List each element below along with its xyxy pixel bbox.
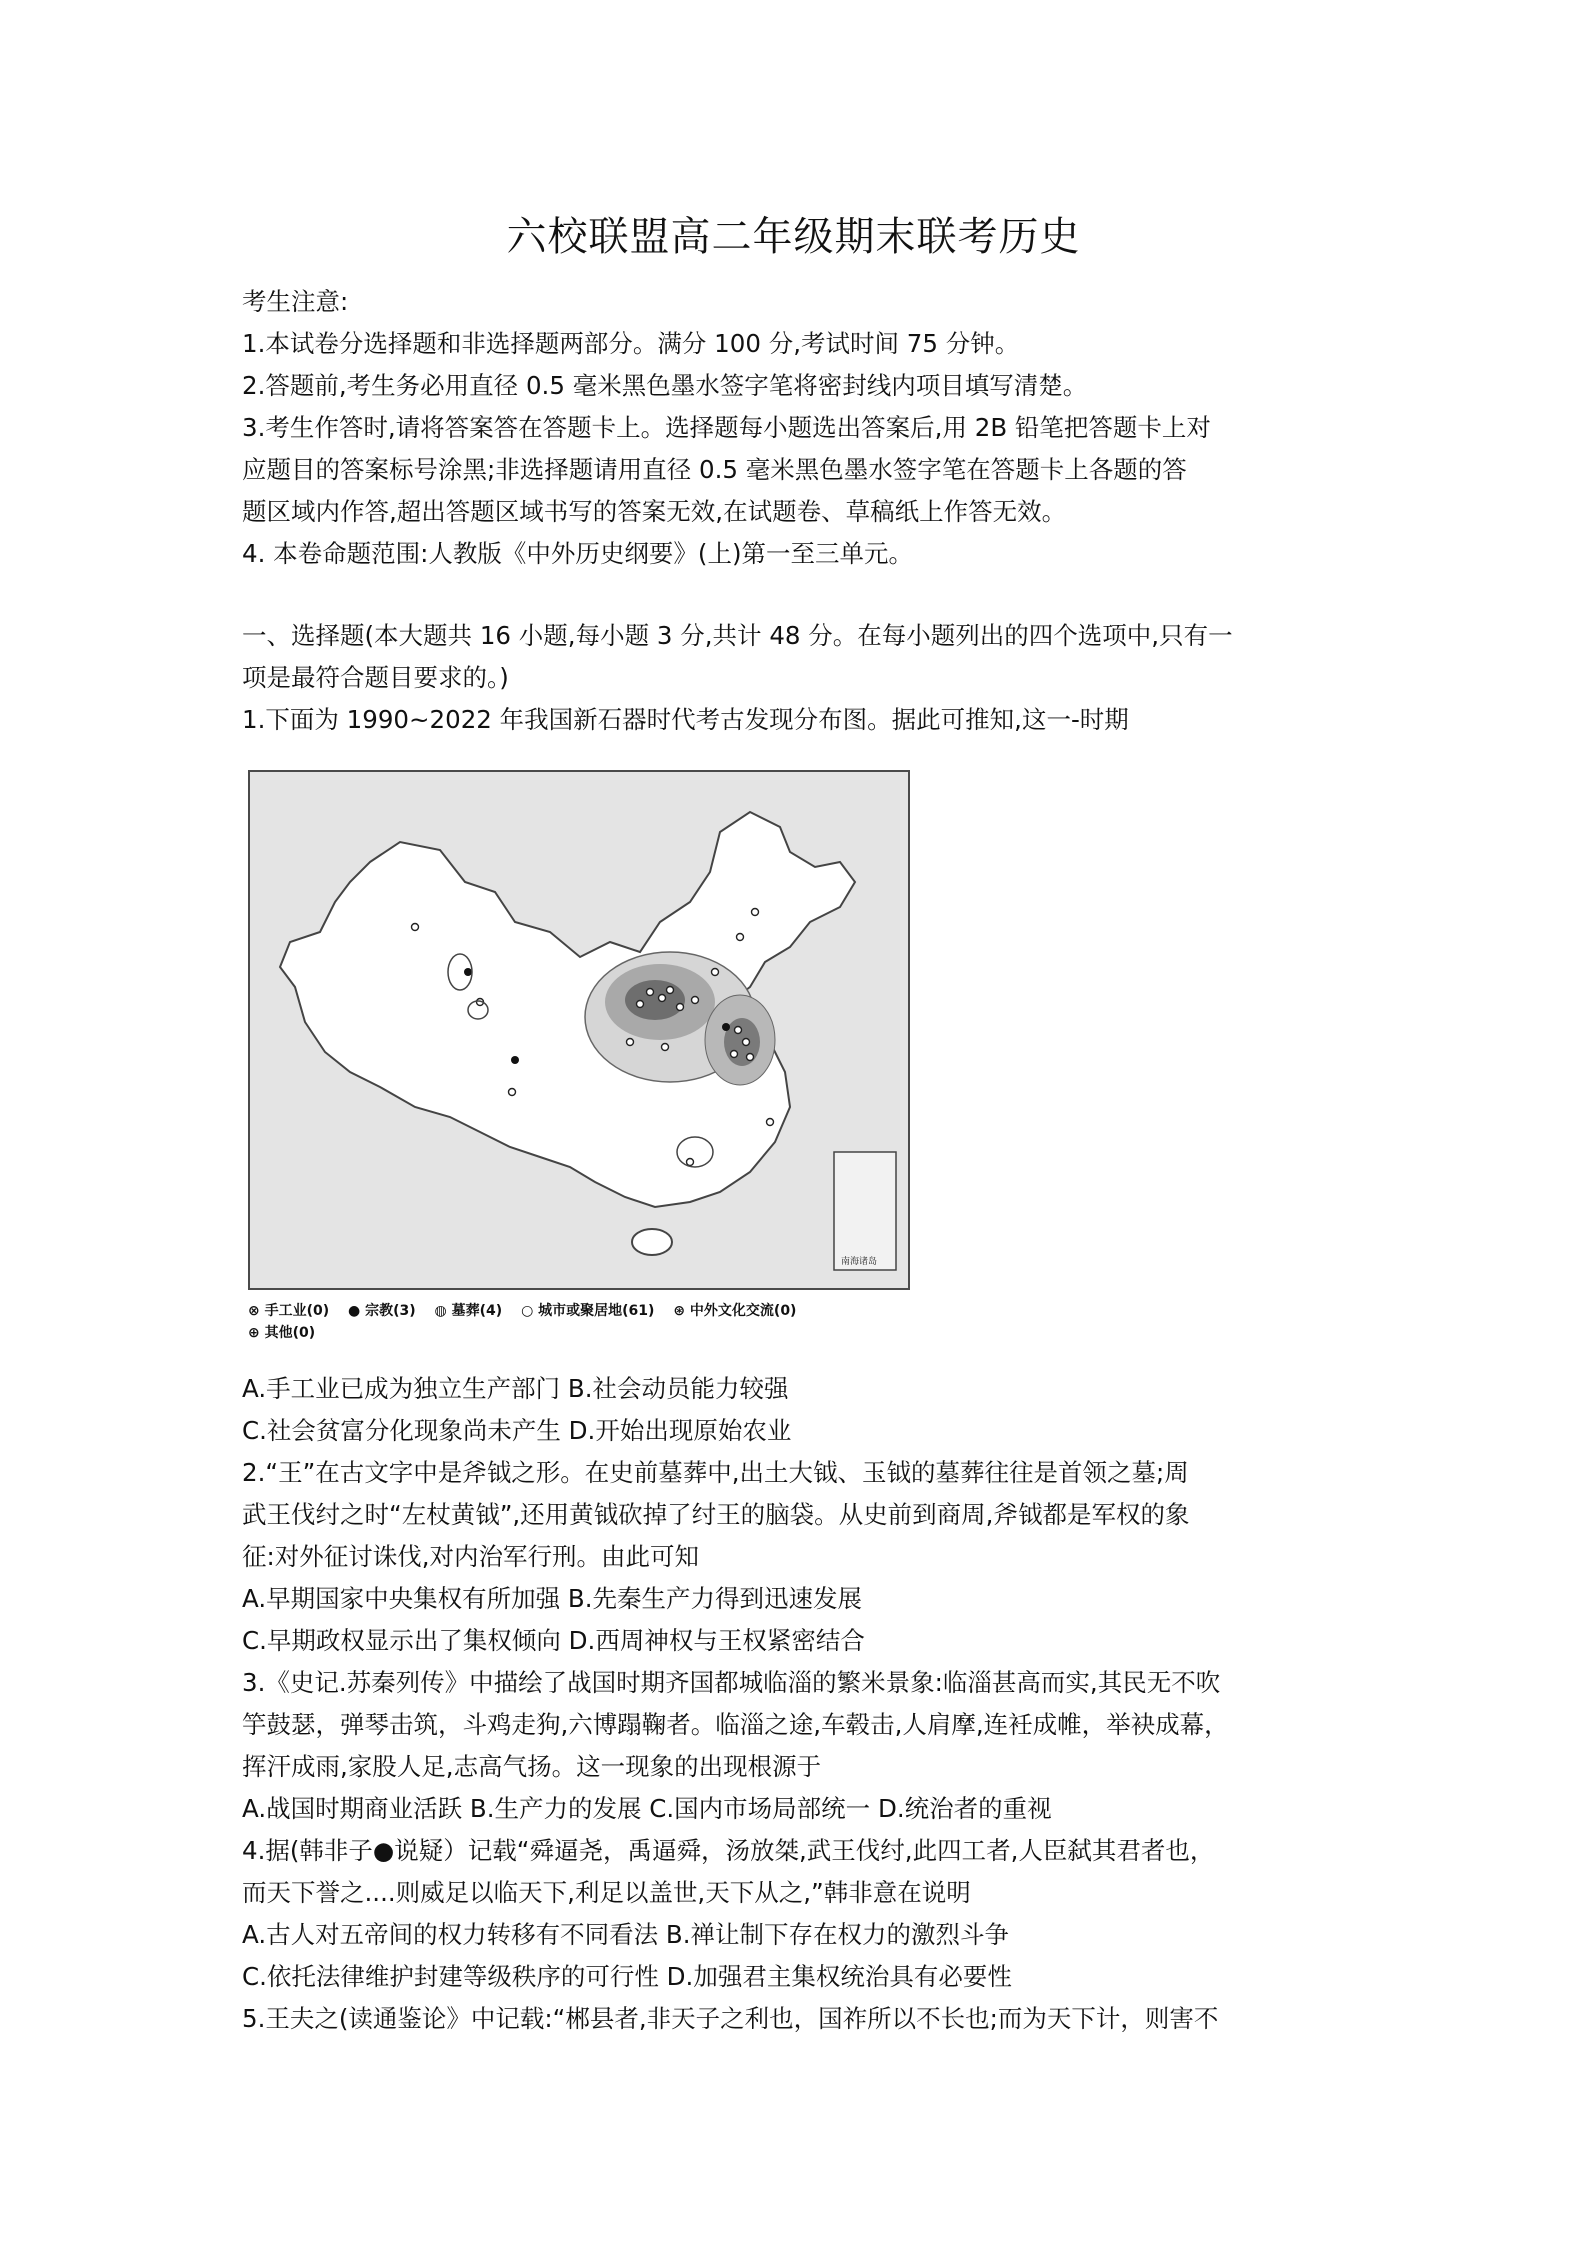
- notice-item: 1.本试卷分选择题和非选择题两部分。满分 100 分,考试时间 75 分钟。: [242, 329, 1020, 358]
- settlement-marker: [667, 987, 674, 994]
- inset-label: 南海诸岛: [841, 1257, 878, 1267]
- hainan-island: [632, 1229, 672, 1255]
- notice-item: 题区域内作答,超出答题区域书写的答案无效,在试题卷、草稿纸上作答无效。: [242, 497, 1067, 526]
- legend-item-other: ⊕ 其他(0): [248, 1325, 316, 1341]
- settlement-marker: [677, 1004, 684, 1011]
- question-4-option: C.依托法律维护封建等级秩序的可行性 D.加强君主集权统治具有必要性: [242, 1962, 1012, 1991]
- settlement-marker: [412, 924, 419, 931]
- legend-item-handicraft: ⊗ 手工业(0): [248, 1303, 330, 1319]
- religion-marker: [722, 1023, 730, 1031]
- legend-item-tomb: ◍ 墓葬(4): [434, 1303, 503, 1319]
- settlement-marker: [692, 997, 699, 1004]
- legend-item-settlement: ○ 城市或聚居地(61): [521, 1303, 655, 1319]
- settlement-marker: [731, 1051, 738, 1058]
- question-4-line: 而天下誉之....则威足以临天下,利足以盖世,天下从之,”韩非意在说明: [242, 1878, 971, 1907]
- archaeology-map: [248, 770, 910, 1290]
- settlement-marker: [659, 995, 666, 1002]
- question-1-option: A.手工业已成为独立生产部门 B.社会动员能力较强: [242, 1374, 789, 1403]
- question-1-stem: 1.下面为 1990~2022 年我国新石器时代考古发现分布图。据此可推知,这一-时期: [242, 705, 1129, 734]
- question-1-option: C.社会贫富分化现象尚未产生 D.开始出现原始农业: [242, 1416, 792, 1445]
- notice-heading: 考生注意:: [242, 287, 349, 316]
- settlement-marker: [737, 934, 744, 941]
- settlement-marker: [509, 1089, 516, 1096]
- question-3-line: 竽鼓瑟，弹琴击筑，斗鸡走狗,六博蹋鞠者。临淄之途,车毂击,人肩摩,连衽成帷，举袂成幕，: [242, 1710, 1229, 1739]
- section-heading: 一、选择题(本大题共 16 小题,每小题 3 分,共计 48 分。在每小题列出的四个选项中,只有一: [242, 621, 1233, 650]
- question-2-line: 2.“王”在古文字中是斧钺之形。在史前墓葬中,出土大钺、玉钺的墓葬往往是首领之墓;周: [242, 1458, 1189, 1487]
- settlement-marker: [767, 1119, 774, 1126]
- south-sea-inset: [834, 1152, 896, 1270]
- section-heading-cont: 项是最符合题目要求的。): [242, 663, 509, 692]
- map-legend-row-1: [248, 1300, 910, 1320]
- religion-marker: [511, 1056, 519, 1064]
- question-3-line: 3.《史记.苏秦列传》中描绘了战国时期齐国都城临淄的繁米景象:临淄甚高而实,其民无不吹: [242, 1668, 1221, 1697]
- settlement-marker: [662, 1044, 669, 1051]
- density-zone: [625, 980, 685, 1020]
- question-2-line: 武王伐纣之时“左杖黄钺”,还用黄钺砍掉了纣王的脑袋。从史前到商周,斧钺都是军权的象: [242, 1500, 1190, 1529]
- notice-item: 应题目的答案标号涂黑;非选择题请用直径 0.5 毫米黑色墨水签字笔在答题卡上各题的答: [242, 455, 1187, 484]
- question-4-option: A.古人对五帝间的权力转移有不同看法 B.禅让制下存在权力的激烈斗争: [242, 1920, 1009, 1949]
- notice-item: 3.考生作答时,请将答案答在答题卡上。选择题每小题选出答案后,用 2B 铅笔把答题卡上对: [242, 413, 1211, 442]
- notice-item: 2.答题前,考生务必用直径 0.5 毫米黑色墨水签字笔将密封线内项目填写清楚。: [242, 371, 1088, 400]
- china-outline: [280, 812, 855, 1207]
- settlement-marker: [712, 969, 719, 976]
- question-4-line: 4.据(韩非子●说疑）记载“舜逼尧，禹逼舜，汤放桀,武王伐纣,此四工者,人臣弑其君者也，: [242, 1836, 1215, 1865]
- notice-item: 4. 本卷命题范围:人教版《中外历史纲要》(上)第一至三单元。: [242, 539, 914, 568]
- settlement-marker: [743, 1039, 750, 1046]
- question-2-option: A.早期国家中央集权有所加强 B.先秦生产力得到迅速发展: [242, 1584, 862, 1613]
- settlement-marker: [747, 1054, 754, 1061]
- question-2-line: 征:对外征讨诛伐,对内治军行刑。由此可知: [242, 1542, 700, 1571]
- page-title: 六校联盟高二年级期末联考历史: [506, 214, 1081, 260]
- settlement-marker: [627, 1039, 634, 1046]
- religion-marker: [464, 968, 472, 976]
- map-figure: [250, 772, 908, 1288]
- settlement-marker: [687, 1159, 694, 1166]
- legend-item-exchange: ⊛ 中外文化交流(0): [673, 1303, 797, 1319]
- settlement-marker: [637, 1001, 644, 1008]
- question-5-line: 5.王夫之(读通鉴论》中记载:“郴县者,非天子之利也，国祚所以不长也;而为天下计，则害不: [242, 2004, 1219, 2033]
- settlement-marker: [735, 1027, 742, 1034]
- legend-item-religion: ● 宗教(3): [348, 1303, 416, 1319]
- question-3-option: A.战国时期商业活跃 B.生产力的发展 C.国内市场局部统一 D.统治者的重视: [242, 1794, 1052, 1823]
- map-legend-row-2: [248, 1322, 910, 1342]
- settlement-marker: [752, 909, 759, 916]
- question-2-option: C.早期政权显示出了集权倾向 D.西周神权与王权紧密结合: [242, 1626, 865, 1655]
- settlement-marker: [647, 989, 654, 996]
- question-3-line: 挥汗成雨,家股人足,志高气扬。这一现象的出现根源于: [242, 1752, 822, 1781]
